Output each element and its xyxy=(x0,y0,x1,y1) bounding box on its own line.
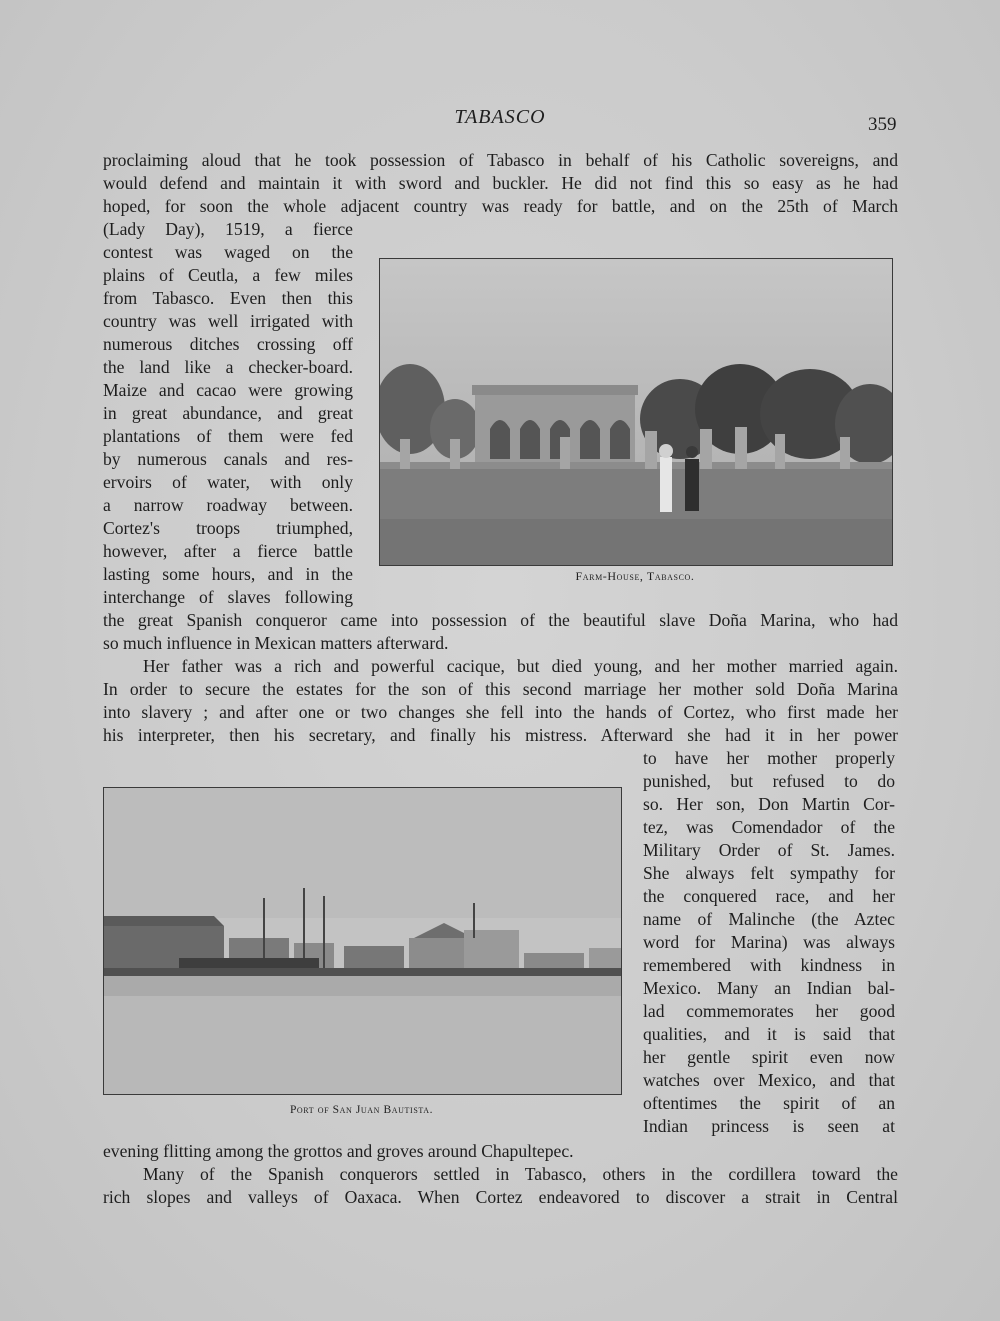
text-line: contest was waged on the xyxy=(103,242,353,262)
text-line: She always felt sympathy for xyxy=(643,863,895,883)
text-line: from Tabasco. Even then this xyxy=(103,288,353,308)
running-title: TABASCO xyxy=(454,106,546,128)
text-line: country was well irrigated with xyxy=(103,311,353,331)
text-line: her gentle spirit even now xyxy=(643,1047,895,1067)
text-line: evening flitting among the grottos and groves around Chapultepec. xyxy=(103,1141,574,1161)
text-line: lad commemorates her good xyxy=(643,1001,895,1021)
text-line: lasting some hours, and in the xyxy=(103,564,353,584)
text-line: to have her mother properly xyxy=(643,748,895,768)
farm-house-photo xyxy=(379,258,893,566)
text-line: the land like a checker-board. xyxy=(103,357,353,377)
text-line: Her father was a rich and powerful cacique, but died young, and her mother married again. xyxy=(143,656,898,676)
text-line: however, after a fierce battle xyxy=(103,541,353,561)
text-line: remembered with kindness in xyxy=(643,955,895,975)
text-line: the great Spanish conqueror came into possession of the beautiful slave Doña Marina, who had xyxy=(103,610,898,630)
text-line: Indian princess is seen at xyxy=(643,1116,895,1136)
text-line: Many of the Spanish conquerors settled in Tabasco, others in the cordillera toward the xyxy=(143,1164,898,1184)
figure-caption: Port of San Juan Bautista. xyxy=(289,1104,434,1116)
text-line: hoped, for soon the whole adjacent country was ready for battle, and on the 25th of March xyxy=(103,196,898,216)
text-line: rich slopes and valleys of Oaxaca. When Cortez endeavored to discover a strait in Central xyxy=(103,1187,898,1207)
text-line: (Lady Day), 1519, a fierce xyxy=(103,219,353,239)
text-line: proclaiming aloud that he took possession of Tabasco in behalf of his Catholic sovereigns, and xyxy=(103,150,898,170)
text-line: ervoirs of water, with only xyxy=(103,472,353,492)
text-line: Mexico. Many an Indian bal- xyxy=(643,978,895,998)
text-line: punished, but refused to do xyxy=(643,771,895,791)
port-illustration xyxy=(104,788,621,1094)
text-line: by numerous canals and res- xyxy=(103,449,353,469)
text-line: In order to secure the estates for the son of this second marriage her mother sold Doña Marina xyxy=(103,679,898,699)
text-line: Maize and cacao were growing xyxy=(103,380,353,400)
text-line: so. Her son, Don Martin Cor- xyxy=(643,794,895,814)
text-line: into slavery ; and after one or two changes she fell into the hands of Cortez, who first made her xyxy=(103,702,898,722)
text-line: plantations of them were fed xyxy=(103,426,353,446)
text-line: Military Order of St. James. xyxy=(643,840,895,860)
figure-caption: Farm-House, Tabasco. xyxy=(575,569,695,583)
text-line: word for Marina) was always xyxy=(643,932,895,952)
text-line: so much influence in Mexican matters afterward. xyxy=(103,633,449,653)
text-line: tez, was Comendador of the xyxy=(643,817,895,837)
text-line: qualities, and it is said that xyxy=(643,1024,895,1044)
text-line: in great abundance, and great xyxy=(103,403,353,423)
text-line: Cortez's troops triumphed, xyxy=(103,518,353,538)
text-line: oftentimes the spirit of an xyxy=(643,1093,895,1113)
text-line: plains of Ceutla, a few miles xyxy=(103,265,353,285)
page-number: 359 xyxy=(868,114,897,135)
port-photo xyxy=(103,787,622,1095)
text-line: name of Malinche (the Aztec xyxy=(643,909,895,929)
text-line: a narrow roadway between. xyxy=(103,495,353,515)
farm-house-illustration xyxy=(380,259,892,565)
text-line: would defend and maintain it with sword and buckler. He did not find this so easy as he had xyxy=(103,173,898,193)
text-line: watches over Mexico, and that xyxy=(643,1070,895,1090)
text-line: his interpreter, then his secretary, and finally his mistress. Afterward she had it in her power xyxy=(103,725,898,745)
text-line: the conquered race, and her xyxy=(643,886,895,906)
text-line: numerous ditches crossing off xyxy=(103,334,353,354)
text-line: interchange of slaves following xyxy=(103,587,353,607)
